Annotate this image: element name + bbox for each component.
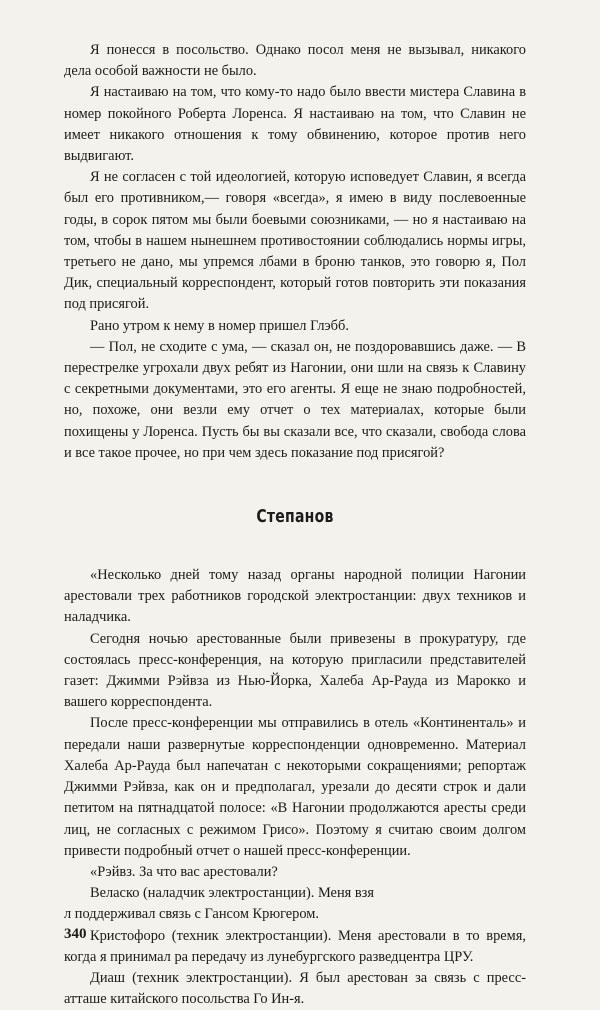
section-1-text: [64, 40, 526, 464]
paragraph: Я не согласен с той идеологией, которую исповедует Славин, я всегда был его противником,— говоря «всегда», я имею в виду послевоенные годы, в сорок пятом мы были боевыми союзниками, — но я настаиваю на том, чтобы в нашем нынешнем противостоянии соблюдались нормы игры, третьего не дано, мы упремся лбами в броню танков, это говорю я, Пол Дик, специальный корреспондент, который готов повторить эти показания под присягой.: [64, 169, 526, 313]
paragraph: л поддерживал связь с Гансом Крюгером.: [64, 906, 319, 923]
paragraph: Я настаиваю на том, что кому-то надо было ввести мистера Славина в номер покойного Роберта Лоренса. Я настаиваю на том, что Славин не имеет никакого отношения к тому обвинению, которое против него выдвигают.: [64, 84, 526, 165]
paragraph: Веласко (наладчик электростанции). Меня взя: [90, 885, 374, 902]
paragraph: После пресс-конференции мы отправились в отель «Континенталь» и передали наши развернутые корреспонденции одновременно. Материал Халеба Ар-Рауда был напечатан с некоторыми сокращениями; репортаж Джимми Рэйвза, как он и предполагал, урезали до десяти строк и дали петитом на пятнадцатой полосе: «В Нагонии продолжаются аресты среди лиц, не согласных с режимом Грисо». Поэтому я считаю своим долгом привести подробный отчет о нашей пресс-конференции.: [64, 715, 526, 859]
paragraph: Рано утром к нему в номер пришел Глэбб.: [90, 317, 349, 334]
paragraph: Сегодня ночью арестованные были привезены в прокуратуру, где состоялась пресс-конференция, на которую пригласили представителей газет: Джимми Рэйвза из Нью-Йорка, Халеба Ар-Рауда из Марокко и вашего корреспондента.: [64, 630, 526, 711]
paragraph: Диаш (техник электростанции). Я был арестован за связь с пресс-атташе китайского посольства Го Ин-я.: [64, 969, 526, 1008]
paragraph: «Рэйвз. За что вас арестовали?: [90, 863, 278, 880]
section-title: Степанов: [256, 506, 334, 528]
page-number: 340: [64, 926, 87, 942]
section-2-text: [64, 565, 526, 1010]
paragraph: Я понесся в посольство. Однако посол меня не вызывал, никакого дела особой важности не было.: [64, 42, 526, 80]
paragraph: «Несколько дней тому назад органы народной полиции Нагонии арестовали трех работников городской электростанции: двух техников и наладчика.: [64, 567, 526, 626]
paragraph: Кристофоро (техник электростанции). Меня арестовали в то время, когда я принимал ра передачу из лунебургского разведцентра ЦРУ.: [64, 927, 526, 965]
paragraph: — Пол, не сходите с ума, — сказал он, не поздоровавшись даже. — В перестрелке угрохали двух ребят из Нагонии, они шли на связь к Славину с секретными документами, это его агенты. Я еще не знаю подробностей, но, похоже, они везли ему отчет о тех материалах, которые были похищены у Лоренса. Пусть бы вы сказали все, что сказали, свобода слова и все такое прочее, но при чем здесь показание под присягой?: [64, 338, 526, 461]
